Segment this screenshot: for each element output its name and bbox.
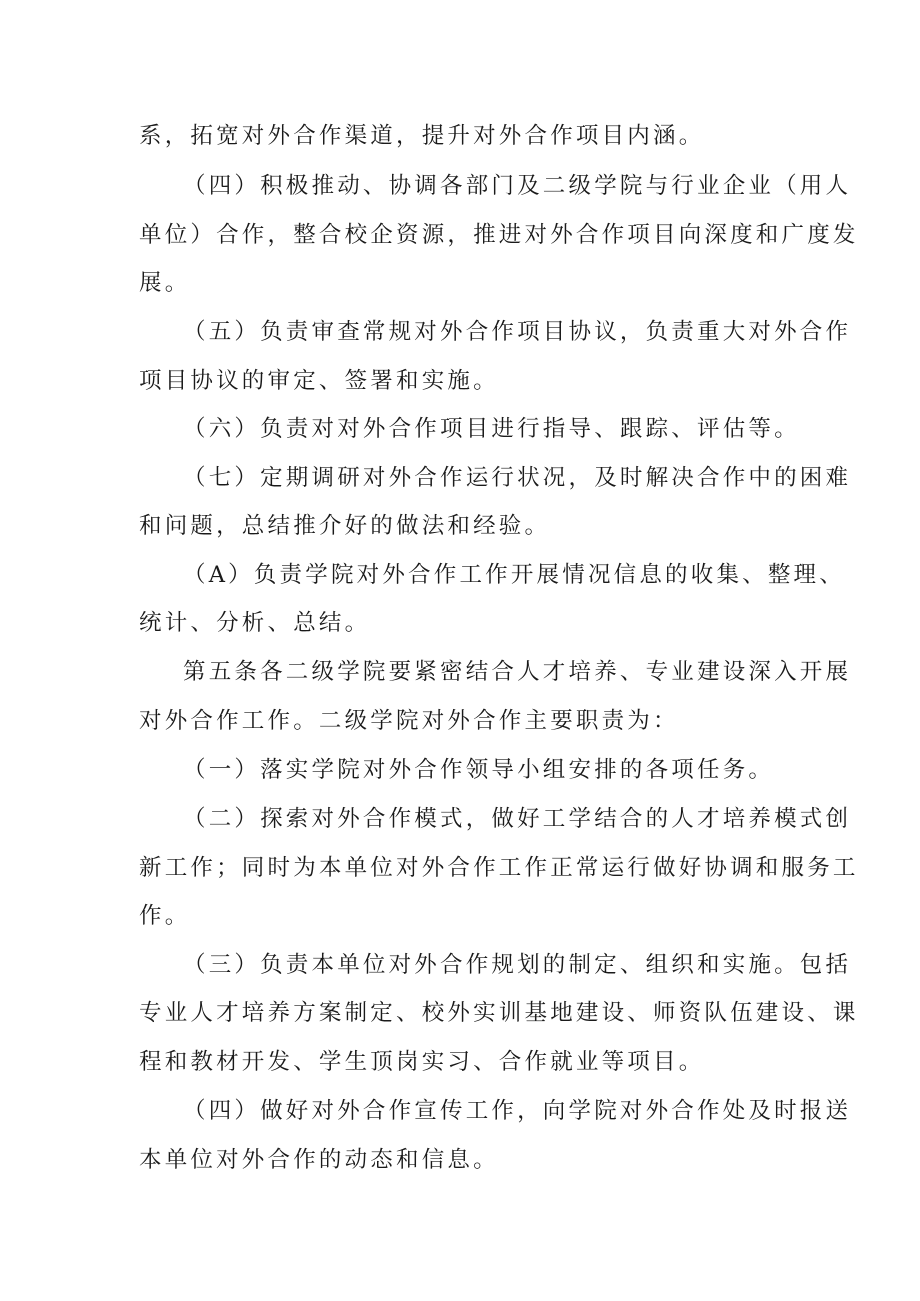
paragraph-line: 项目协议的审定、签署和实施。	[139, 368, 499, 394]
paragraph-line: （六）负责对对外合作项目进行指导、跟踪、评估等。	[183, 416, 800, 442]
paragraph-line: 新工作；同时为本单位对外合作工作正常运行做好协调和服务工	[139, 855, 859, 881]
paragraph-line: 对外合作工作。二级学院对外合作主要职责为：	[139, 708, 679, 734]
paragraph-line: 程和教材开发、学生顶岗实习、合作就业等项目。	[139, 1049, 705, 1075]
article-heading-line: 第五条各二级学院要紧密结合人才培养、专业建设深入开展	[183, 659, 852, 685]
paragraph-line: 单位）合作，整合校企资源，推进对外合作项目向深度和广度发	[139, 222, 859, 248]
paragraph-line: （一）落实学院对外合作领导小组安排的各项任务。	[183, 757, 775, 783]
paragraph-line: （五）负责审查常规对外合作项目协议，负责重大对外合作	[183, 319, 852, 345]
paragraph-line: 统计、分析、总结。	[139, 610, 371, 636]
paragraph-line: （四）积极推动、协调各部门及二级学院与行业企业（用人	[183, 173, 852, 199]
paragraph-line: 作。	[139, 903, 191, 929]
paragraph-line: （二）探索对外合作模式，做好工学结合的人才培养模式创	[183, 806, 852, 832]
paragraph-line: （七）定期调研对外合作运行状况，及时解决合作中的困难	[183, 465, 852, 491]
paragraph-line: （四）做好对外合作宣传工作，向学院对外合作处及时报送	[183, 1098, 852, 1124]
paragraph-line: 系，拓宽对外合作渠道，提升对外合作项目内涵。	[139, 123, 705, 149]
paragraph-line: 和问题，总结推介好的做法和经验。	[139, 513, 551, 539]
paragraph-line: 本单位对外合作的动态和信息。	[139, 1147, 499, 1173]
paragraph-line: 专业人才培养方案制定、校外实训基地建设、师资队伍建设、课	[139, 1000, 859, 1026]
paragraph-line: （三）负责本单位对外合作规划的制定、组织和实施。包括	[183, 952, 852, 978]
paragraph-line: （A）负责学院对外合作工作开展情况信息的收集、整理、	[183, 562, 845, 588]
paragraph-line: 展。	[139, 270, 191, 296]
